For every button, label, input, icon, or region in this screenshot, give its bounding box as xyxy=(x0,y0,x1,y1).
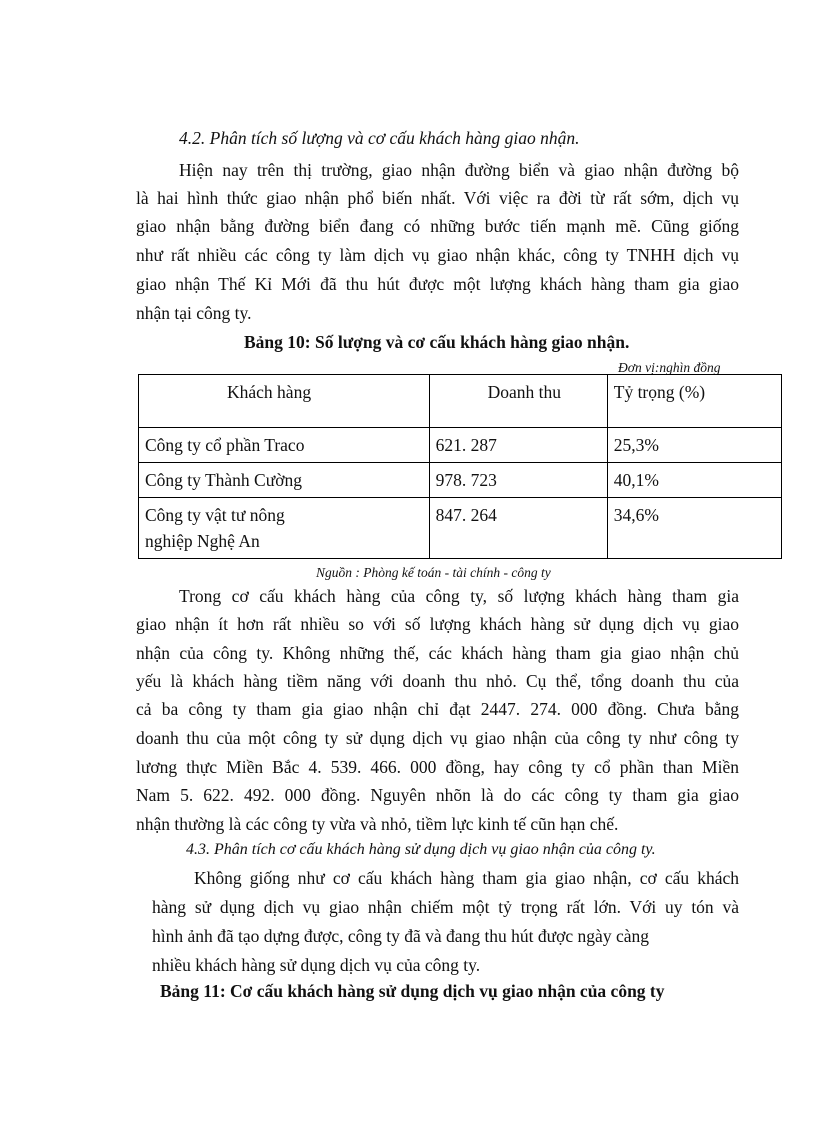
header-revenue: Doanh thu xyxy=(429,375,607,428)
cell-customer-line: nghiệp Nghệ An xyxy=(145,531,260,551)
cell-share: 25,3% xyxy=(607,428,781,463)
cell-customer-line: Công ty vật tư nông xyxy=(145,505,285,525)
cell-share: 40,1% xyxy=(607,463,781,498)
table-row xyxy=(139,428,782,463)
table-10 xyxy=(138,374,782,559)
table-header-row xyxy=(139,375,782,428)
cell-customer xyxy=(139,498,430,559)
table-11-caption: Bảng 11: Cơ cấu khách hàng sử dụng dịch vụ giao nhận của công ty xyxy=(160,981,665,1001)
table-10-unit: Đơn vị:nghìn đồng xyxy=(618,360,721,375)
paragraph-2-line: giao nhận ít hơn rất nhiều so với số lượng khách hàng sử dụng dịch vụ giao xyxy=(136,614,739,634)
paragraph-1-line: Hiện nay trên thị trường, giao nhận đường biển và giao nhận đường bộ xyxy=(179,160,739,180)
cell-revenue: 847. 264 xyxy=(429,498,607,559)
table-10-caption: Bảng 10: Số lượng và cơ cấu khách hàng giao nhận. xyxy=(244,332,630,352)
cell-customer: Công ty Thành Cường xyxy=(139,463,430,498)
paragraph-3-line: hàng sử dụng dịch vụ giao nhận chiếm một tỷ trọng rất lớn. Với uy tón và xyxy=(152,897,739,917)
paragraph-2-line: Nam 5. 622. 492. 000 đồng. Nguyên nhõn là do các công ty tham gia giao xyxy=(136,785,739,805)
cell-revenue: 978. 723 xyxy=(429,463,607,498)
cell-revenue: 621. 287 xyxy=(429,428,607,463)
paragraph-2-line: nhận của công ty. Không những thế, các khách hàng tham gia giao nhận chủ xyxy=(136,643,739,663)
paragraph-1-line: là hai hình thức giao nhận phổ biến nhất. Với việc ra đời từ rất sớm, dịch vụ xyxy=(136,188,739,208)
section-heading-4-3: 4.3. Phân tích cơ cấu khách hàng sử dụng dịch vụ giao nhận của công ty. xyxy=(186,841,656,858)
header-share: Tỷ trọng (%) xyxy=(607,375,781,428)
paragraph-3-line: hình ảnh đã tạo dựng được, công ty đã và đang thu hút được ngày càng xyxy=(152,926,649,946)
section-heading-4-2: 4.2. Phân tích số lượng và cơ cấu khách hàng giao nhận. xyxy=(179,128,580,148)
paragraph-2-line: Trong cơ cấu khách hàng của công ty, số lượng khách hàng tham gia xyxy=(179,586,739,606)
paragraph-2-line: yếu là khách hàng tiềm năng với doanh thu nhỏ. Cụ thể, tổng doanh thu của xyxy=(136,671,739,691)
paragraph-3-line: nhiều khách hàng sử dụng dịch vụ của công ty. xyxy=(152,955,481,975)
table-row xyxy=(139,463,782,498)
cell-share: 34,6% xyxy=(607,498,781,559)
paragraph-2-line: doanh thu của một công ty sử dụng dịch vụ giao nhận của công ty như công ty xyxy=(136,728,739,748)
paragraph-2-line: lương thực Miền Bắc 4. 539. 466. 000 đồng, hay công ty cổ phần than Miền xyxy=(136,757,739,777)
table-row xyxy=(139,498,782,559)
paragraph-1-line: nhận tại công ty. xyxy=(136,303,252,323)
header-customer: Khách hàng xyxy=(139,375,430,428)
paragraph-1-line: giao nhận bằng đường biển đang có những bước tiến mạnh mẽ. Cũng giống xyxy=(136,216,739,236)
paragraph-2-line: cả ba công ty tham gia giao nhận chỉ đạt 2447. 274. 000 đồng. Chưa bằng xyxy=(136,699,739,719)
table-10-source: Nguồn : Phòng kế toán - tài chính - công ty xyxy=(316,565,551,580)
paragraph-3-line: Không giống như cơ cấu khách hàng tham gia giao nhận, cơ cấu khách xyxy=(194,868,739,888)
paragraph-1-line: giao nhận Thế Kỉ Mới đã thu hút được một lượng khách hàng tham gia giao xyxy=(136,274,739,294)
paragraph-1-line: như rất nhiều các công ty làm dịch vụ giao nhận khác, công ty TNHH dịch vụ xyxy=(136,245,739,265)
cell-customer: Công ty cổ phần Traco xyxy=(139,428,430,463)
paragraph-2-line: nhận thường là các công ty vừa và nhỏ, tiềm lực kinh tế cũn hạn chế. xyxy=(136,814,619,834)
